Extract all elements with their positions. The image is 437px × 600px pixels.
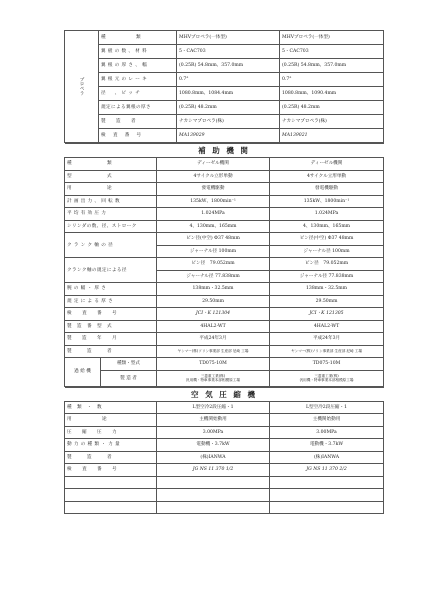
table-row: [65, 401, 384, 414]
row-label: 計 画 出 力 、 回 転 数: [65, 195, 157, 208]
empty-cell: [270, 476, 384, 489]
row-label: 種 類: [65, 158, 157, 171]
value-2: ディーゼル機関: [270, 158, 384, 171]
value-2: 135kW、1800min⁻¹: [270, 195, 384, 208]
value-2: 4HAL2-WT: [270, 320, 384, 333]
empty-cell: [65, 476, 157, 489]
value-1: 1.024MPa: [157, 208, 270, 221]
value-2: 3.00MPa: [270, 426, 384, 439]
value-1: ジャーナル径 100mm: [157, 245, 270, 258]
value-1: 電動機・3.7kW: [157, 439, 270, 452]
table-row: [65, 158, 384, 171]
value-2: 5・CAC703: [280, 45, 384, 59]
value-2: ヤンマー(株)ソリン事業部 生産部 尼崎 工場: [270, 345, 384, 358]
table-row: [65, 451, 384, 464]
propeller-group-label: プロペラ: [65, 31, 99, 143]
value-2: 4、130mm、165mm: [270, 220, 384, 233]
value-2: ピン径 79.052mm: [270, 258, 384, 271]
value-2: 29.50mm: [270, 295, 384, 308]
table-row: [65, 31, 384, 45]
value-1: 4HAL2-WT: [157, 320, 270, 333]
row-label: 検 査 番 号: [99, 129, 177, 143]
spec-document: [64, 30, 383, 514]
value-2: (0.25R) 54.8mm、357.0mm: [280, 59, 384, 73]
row-label: 検 査 番 号: [65, 308, 157, 321]
value-1: ピン径(中空) Φ37 48mm: [157, 233, 270, 246]
row-label: 製 造 者: [101, 370, 157, 386]
compressor-table: [64, 387, 384, 515]
table-row: [65, 87, 384, 101]
value-2: 4サイクル立形単動: [270, 170, 384, 183]
table-row: [65, 358, 384, 371]
table-row: [65, 283, 384, 296]
value-1: 3.00MPa: [157, 426, 270, 439]
empty-cell: [65, 501, 157, 514]
aux-engine-table: [64, 143, 384, 387]
value-2: 發電機駆動: [270, 183, 384, 196]
value-1: MHVプロペラ(一体型): [177, 31, 280, 45]
value-2: MHVプロペラ(一体型): [280, 31, 384, 45]
table-row: [65, 101, 384, 115]
value-1: ディーゼル機関: [157, 158, 270, 171]
empty-cell: [270, 501, 384, 514]
table-row: [65, 183, 384, 196]
table-row: [65, 489, 384, 502]
table-row: [65, 295, 384, 308]
value-2: 1.024MPa: [270, 208, 384, 221]
row-label: クランク軸の規定による径: [65, 258, 157, 283]
row-label: ク ラ ン ク 軸 の 径: [65, 233, 157, 258]
value-2: 主機関始動用: [270, 414, 384, 427]
row-label: 種 類: [99, 31, 177, 45]
row-label: シリンダの数、径、ストローク: [65, 220, 157, 233]
empty-cell: [157, 501, 270, 514]
value-1: JCI・K 121304: [157, 308, 270, 321]
table-row: [65, 370, 384, 386]
value-1: 發電機駆動: [157, 183, 270, 196]
value-1: 主機関始動用: [157, 414, 270, 427]
row-label: 翼 板 の 数 、 材 料: [99, 45, 177, 59]
value-1: 29.50mm: [157, 295, 270, 308]
value-1: L型空冷2段圧縮・1: [157, 401, 270, 414]
table-row: [65, 439, 384, 452]
row-label: 種類・型式: [101, 358, 157, 371]
row-label: 規定による翼根の厚さ: [99, 101, 177, 115]
value-2: JCI・K 121305: [270, 308, 384, 321]
table-row: [65, 258, 384, 271]
value-2: JG NS 11 370 2/2: [270, 464, 384, 477]
section-title: 空 気 圧 縮 機: [65, 387, 384, 401]
empty-cell: [270, 489, 384, 502]
row-label: 規 定 に よ る 厚 さ: [65, 295, 157, 308]
row-label: 用 途: [65, 414, 157, 427]
value-1: 138mm・32.5mm: [157, 283, 270, 296]
row-label: 腕 の 幅 ・ 厚 さ: [65, 283, 157, 296]
value-1: 4、130mm、165mm: [157, 220, 270, 233]
value-2: ジャーナル径 77.838mm: [270, 270, 384, 283]
value-1: JG NS 11 370 1/2: [157, 464, 270, 477]
propeller-table: [64, 30, 384, 143]
value-1: ナカシマプロペラ(株): [177, 115, 280, 129]
value-1: TD075-10M: [157, 358, 270, 371]
value-2: (株)IANWA: [270, 451, 384, 464]
row-label: 翼 根 の 厚 さ 、 幅: [99, 59, 177, 73]
row-label: 型 式: [65, 170, 157, 183]
row-label: 翼 根 元 の レ ー キ: [99, 73, 177, 87]
value-2: ナカシマプロペラ(株): [280, 115, 384, 129]
row-label: 製 造 年 月: [65, 333, 157, 346]
table-row: [65, 426, 384, 439]
table-row: [65, 476, 384, 489]
value-1: ヤンマー(株)ソリン事業部 生産部 尼崎 工場: [157, 345, 270, 358]
value-1: ピン径 79.052mm: [157, 258, 270, 271]
maker-name: 三菱重工業(株): [314, 374, 339, 378]
value-1: 平成24年3月: [157, 333, 270, 346]
value-2: 電動機・3.7kW: [270, 439, 384, 452]
row-label: 径 、 ピ ッ チ: [99, 87, 177, 101]
value-1: 0.7°: [177, 73, 280, 87]
value-2: 138mm・32.5mm: [270, 283, 384, 296]
value-2: (0.25R) 48.2mm: [280, 101, 384, 115]
value-1: 4サイクル立形単動: [157, 170, 270, 183]
section-title-row: [65, 387, 384, 401]
value-2: 0.7°: [280, 73, 384, 87]
empty-cell: [157, 489, 270, 502]
table-row: [65, 464, 384, 477]
value-1: ジャーナル径 77.838mm: [157, 270, 270, 283]
row-label: 用 途: [65, 183, 157, 196]
maker-name: 三菱重工業(株): [200, 374, 226, 378]
turbo-label: 過 給 機: [65, 358, 101, 387]
value-1: (0.25R) 48.2mm: [177, 101, 280, 115]
value-1: (0.25R) 54.8mm、357.0mm: [177, 59, 280, 73]
row-label: 製 造 者: [65, 345, 157, 358]
table-row: [65, 208, 384, 221]
value-1: 5・CAC703: [177, 45, 280, 59]
table-row: [65, 73, 384, 87]
row-label: 動 力 の 種 類 ・ 力 量: [65, 439, 157, 452]
value-1: MA139029: [177, 129, 280, 143]
table-row: [65, 170, 384, 183]
table-row: [65, 45, 384, 59]
table-row: [65, 115, 384, 129]
table-row: [65, 59, 384, 73]
row-label: 圧 縮 圧 力: [65, 426, 157, 439]
table-row: [65, 195, 384, 208]
maker-plant: 汎用機・特車事業本部相模原工場: [299, 378, 354, 382]
value-2: 平成24年3月: [270, 333, 384, 346]
table-row: [65, 233, 384, 246]
table-row: [65, 333, 384, 346]
section-title: 補 助 機 関: [65, 144, 384, 158]
value-2: MA139021: [280, 129, 384, 143]
value-2: TD075-10M: [270, 358, 384, 371]
value-1: (株)IANWA: [157, 451, 270, 464]
table-row: [65, 220, 384, 233]
row-label: 製 造 番 型 式: [65, 320, 157, 333]
section-title-row: [65, 144, 384, 158]
table-row: [65, 414, 384, 427]
table-row: [65, 501, 384, 514]
maker-plant: 汎用機・特車事業本部相模原工場: [186, 378, 240, 382]
value-1: 135kW、1800min⁻¹: [157, 195, 270, 208]
value-2: ジャーナル径 100mm: [270, 245, 384, 258]
row-label: 製 造 者: [65, 451, 157, 464]
table-row: [65, 320, 384, 333]
value-1: [157, 370, 270, 386]
table-row: [65, 129, 384, 143]
value-2: ピン径(中空) Φ37 48mm: [270, 233, 384, 246]
row-label: 平 均 有 効 圧 力: [65, 208, 157, 221]
value-2: L型空冷2段圧縮・1: [270, 401, 384, 414]
value-2: 1080.8mm、1090.4mm: [280, 87, 384, 101]
value-2: [270, 370, 384, 386]
row-label: 製 造 者: [99, 115, 177, 129]
table-row: [65, 308, 384, 321]
row-label: 種 類 ・ 数: [65, 401, 157, 414]
row-label: 検 査 番 号: [65, 464, 157, 477]
empty-cell: [157, 476, 270, 489]
value-1: 1080.8mm、1084.4mm: [177, 87, 280, 101]
empty-cell: [65, 489, 157, 502]
table-row: [65, 345, 384, 358]
